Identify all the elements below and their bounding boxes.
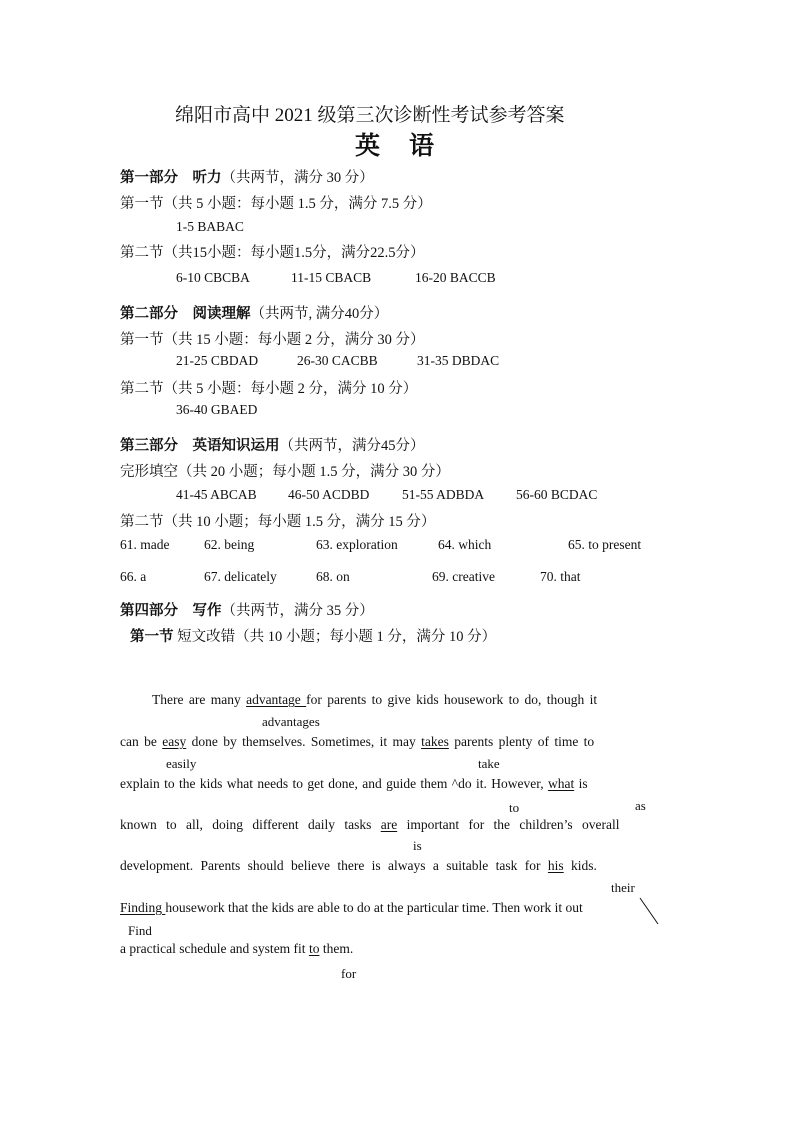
part1-sec2-heading: 第二节（共15小题：每小题1.5分，满分22.5分） [120, 245, 425, 261]
part2-heading [120, 302, 388, 323]
answer-group: 36-40 GBAED [176, 402, 258, 417]
part3-sec1-heading: 完形填空（共 20 小题；每小题 1.5 分，满分 30 分） [120, 464, 450, 480]
error-mark: to [308, 941, 320, 956]
passage-text: There are many [152, 692, 247, 707]
passage-line-4 [120, 817, 620, 833]
part4-heading-bold: 第四部分 写作 [120, 603, 222, 619]
answer-item: 68. on [316, 569, 350, 584]
error-mark: what [547, 776, 575, 791]
correction: easily [166, 756, 197, 771]
part4-heading-rest: （共两节，满分 35 分） [221, 603, 374, 619]
correction: for [341, 966, 357, 981]
page-title: 绵阳市高中 2021 级第三次诊断性考试参考答案 [175, 105, 565, 126]
passage-text: is [574, 776, 588, 791]
correction: advantages [262, 714, 320, 729]
answer-item: 62. being [204, 537, 255, 552]
part4-sec1-heading [130, 625, 496, 646]
answer-group: 16-20 BACCB [415, 270, 496, 285]
part2-heading-bold: 第二部分 阅读理解 [120, 306, 251, 322]
answer-item: 65. to present [568, 537, 642, 552]
passage-line-1 [152, 692, 597, 708]
answer-group: 26-30 CACBB [297, 353, 378, 368]
passage-text: done by themselves. Sometimes, it may [186, 734, 422, 749]
passage-text: development. Parents should believe there is always a suitable task for [120, 858, 548, 873]
passage-line-5 [120, 858, 597, 874]
answer-group: 56-60 BCDAC [516, 487, 598, 502]
answer-group: 11-15 CBACB [291, 270, 372, 285]
part3-heading [120, 434, 425, 455]
passage-line-2 [120, 734, 594, 750]
error-mark: advantage [246, 692, 307, 707]
passage-text: a practical schedule and system fit [120, 941, 309, 956]
answer-group: 41-45 ABCAB [176, 487, 257, 502]
passage-text: housework that the kids are able to do at the particular time. Then work it out [165, 900, 583, 915]
correction: as [635, 798, 646, 813]
part1-heading [120, 166, 374, 187]
part1-heading-bold: 第一部分 听力 [120, 170, 222, 186]
answer-item: 63. exploration [316, 537, 398, 552]
passage-text: explain to the kids what needs to get done, and guide them ^do it. However, [120, 776, 548, 791]
answer-group: 1-5 BABAC [176, 219, 244, 234]
passage-text: important for the children’s overall [397, 817, 620, 832]
error-mark: his [547, 858, 564, 873]
passage-text: for parents to give kids housework to do, though it [306, 692, 598, 707]
passage-text: known to all, doing different daily tasks [120, 817, 381, 832]
part3-heading-bold: 第三部分 英语知识运用 [120, 438, 280, 454]
answer-item: 64. which [438, 537, 492, 552]
correction: their [611, 880, 635, 895]
answer-group: 6-10 CBCBA [176, 270, 250, 285]
error-mark: Finding [120, 900, 166, 915]
part4-heading [120, 599, 374, 620]
error-mark: are [380, 817, 398, 832]
answer-item: 69. creative [432, 569, 495, 584]
answer-item: 61. made [120, 537, 170, 552]
answer-group: 31-35 DBDAC [417, 353, 500, 368]
subject-title: 英 语 [355, 133, 437, 160]
passage-line-7 [120, 941, 353, 957]
part3-sec2-heading: 第二节（共 10 小题；每小题 1.5 分，满分 15 分） [120, 514, 436, 530]
passage-text: kids. [563, 858, 597, 873]
passage-line-3 [120, 776, 588, 792]
correction: to [509, 800, 520, 815]
passage-line-6 [120, 900, 583, 916]
part4-sec1-heading-bold: 第一节 [130, 629, 174, 645]
error-mark: takes [421, 734, 449, 749]
answer-item: 66. a [120, 569, 147, 584]
correction: Find [128, 923, 152, 938]
part1-heading-rest: （共两节，满分 30 分） [221, 170, 374, 186]
correction: take [478, 756, 500, 771]
answer-item: 70. that [540, 569, 581, 584]
part2-sec1-heading: 第一节（共 15 小题：每小题 2 分，满分 30 分） [120, 332, 425, 348]
part3-heading-rest: （共两节，满分45分） [279, 438, 425, 454]
passage-text: them. [319, 941, 354, 956]
deletion-mark [636, 896, 662, 928]
correction: is [413, 838, 422, 853]
part2-sec2-heading: 第二节（共 5 小题：每小题 2 分，满分 10 分） [120, 381, 418, 397]
answer-group: 21-25 CBDAD [176, 353, 259, 368]
error-mark: easy [162, 734, 187, 749]
answer-group: 46-50 ACDBD [288, 487, 370, 502]
passage-text: can be [120, 734, 163, 749]
answer-group: 51-55 ADBDA [402, 487, 485, 502]
passage-text: parents plenty of time to [448, 734, 595, 749]
part2-heading-rest: （共两节, 满分40分） [250, 306, 389, 322]
answer-item: 67. delicately [204, 569, 277, 584]
part1-sec1-heading: 第一节（共 5 小题：每小题 1.5 分，满分 7.5 分） [120, 196, 432, 212]
part4-sec1-heading-rest: 短文改错（共 10 小题；每小题 1 分，满分 10 分） [173, 629, 497, 645]
